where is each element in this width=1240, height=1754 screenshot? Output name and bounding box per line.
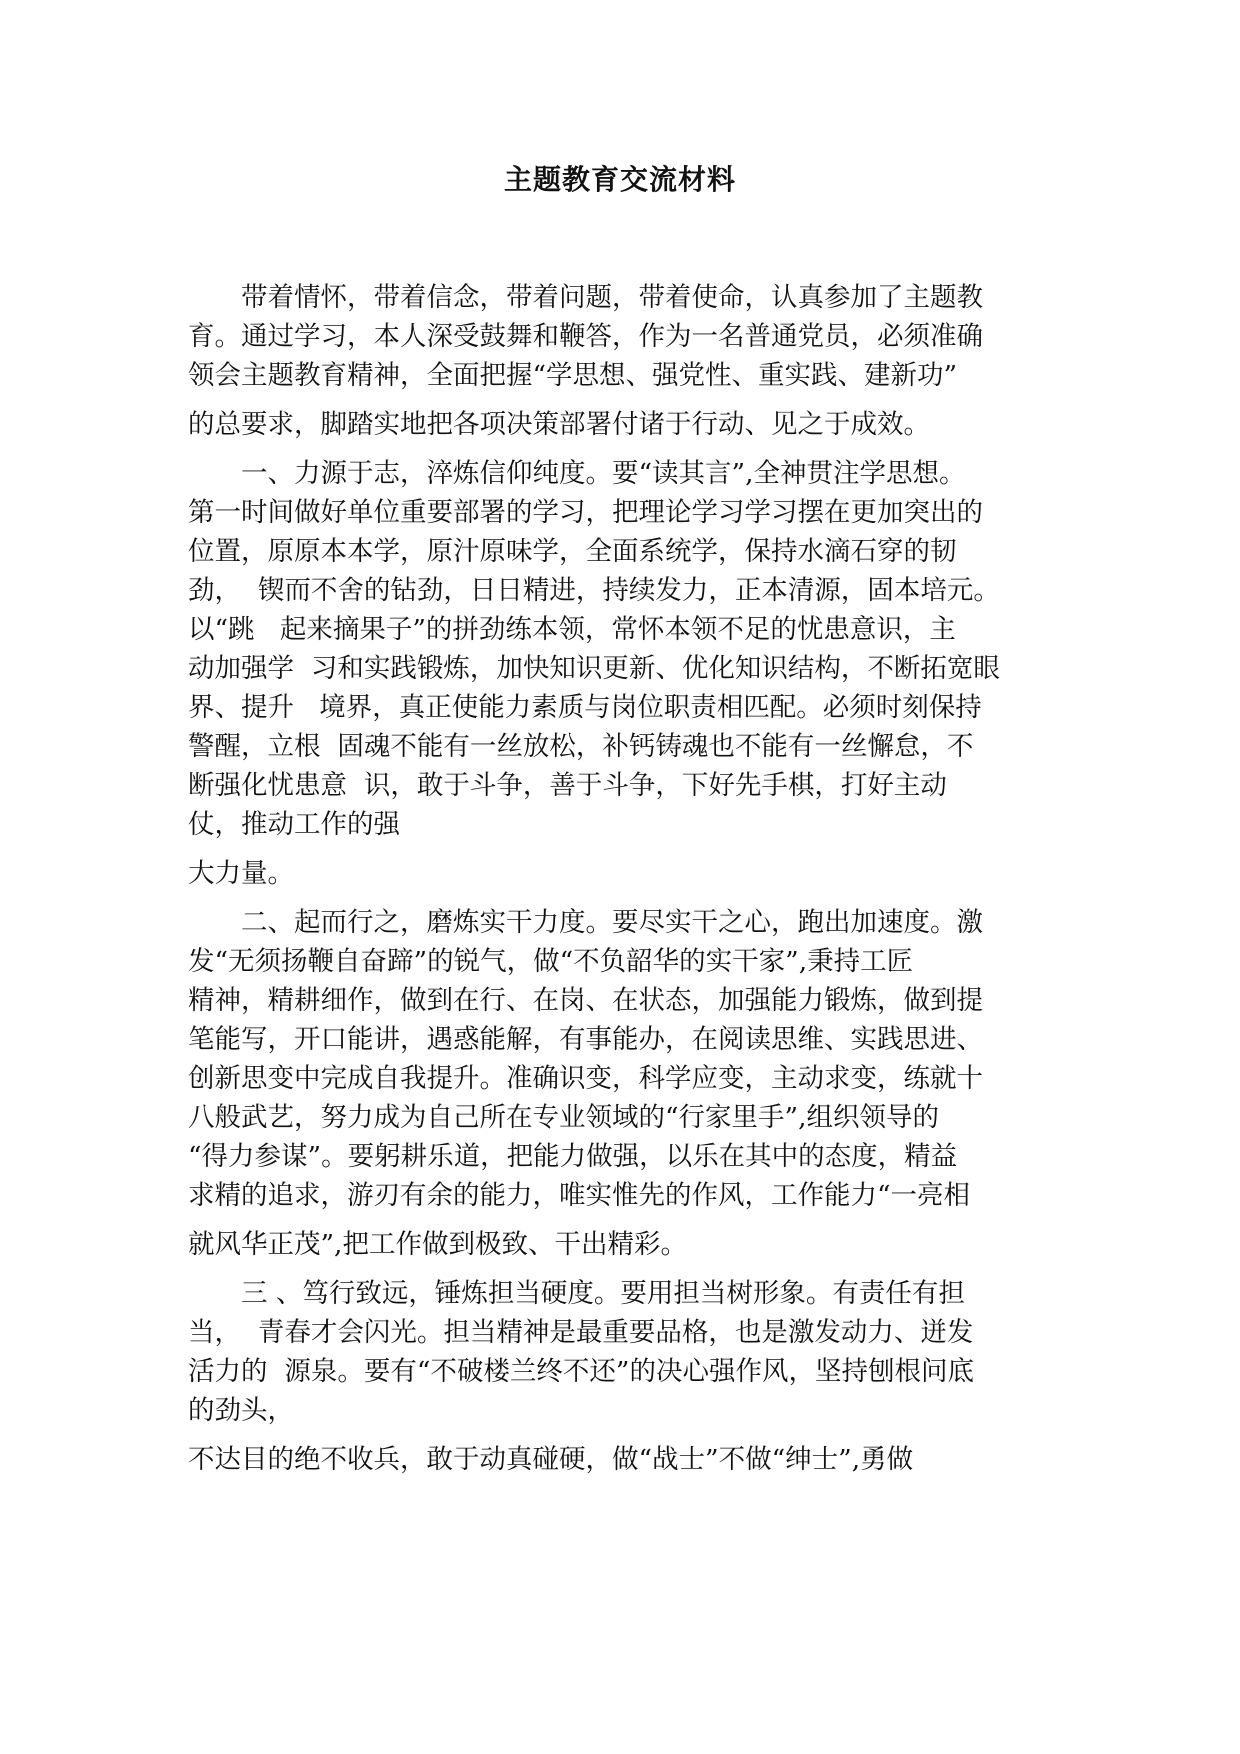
body-line: 发“无须扬鞭自奋蹄”的锐气，做“不负韶华的实干家”,秉持工匠	[188, 946, 914, 977]
body-line: 断强化忧患意 识，敢于斗争，善于斗争，下好先手棋，打好主动	[188, 770, 947, 801]
document-title: 主题教育交流材料	[503, 163, 736, 196]
body-line: 警醒，立根 固魂不能有一丝放松，补钙铸魂也不能有一丝懈怠，不	[188, 731, 974, 762]
body-line: 三 、笃行致远，锤炼担当硬度。要用担当树形象。有责任有担	[188, 1278, 965, 1309]
body-line: 仗，推动工作的强	[188, 809, 400, 840]
body-line: 以“跳 起来摘果子”的拼劲练本领，常怀本领不足的忧患意识，主	[188, 614, 956, 645]
body-line: 创新思变中完成自我提升。准确识变，科学应变，主动求变，练就十	[188, 1063, 983, 1094]
body-line: 八般武艺，努力成为自己所在专业领域的“行家里手”,组织领导的	[188, 1102, 940, 1133]
body-line: 笔能写，开口能讲，遇惑能解，有事能办，在阅读思维、实践思进、	[188, 1024, 983, 1055]
body-line: 一、力源于志，淬炼信仰纯度。要“读其言”,全神贯注学思想。	[188, 458, 966, 489]
body-line: 求精的追求，游刃有余的能力，唯实惟先的作风，工作能力“一亮相	[188, 1180, 971, 1211]
body-line: 第一时间做好单位重要部署的学习，把理论学习学习摆在更加突出的	[188, 497, 983, 528]
body-line: 当， 青春才会闪光。担当精神是最重要品格，也是激发动力、迸发	[188, 1317, 974, 1348]
body-line: 的总要求，脚踏实地把各项决策部署付诸于行动、见之于成效。	[188, 409, 930, 440]
body-line: 动加强学 习和实践锻炼，加快知识更新、优化知识结构，不断拓宽眼	[188, 653, 1000, 684]
body-line: 二、起而行之，磨炼实干力度。要尽实干之心，跑出加速度。激	[188, 907, 983, 938]
body-line: “得力参谋”。要躬耕乐道，把能力做强，以乐在其中的态度，精益	[188, 1141, 958, 1172]
body-line: 活力的 源泉。要有“不破楼兰终不还”的决心强作风，坚持刨根问底	[188, 1356, 974, 1387]
body-line: 带着情怀，带着信念，带着问题，带着使命，认真参加了主题教	[188, 282, 983, 313]
body-line: 位置，原原本本学，原汁原味学，全面系统学，保持水滴石穿的韧	[188, 536, 957, 567]
body-line: 精神，精耕细作，做到在行、在岗、在状态，加强能力锻炼，做到提	[188, 985, 983, 1016]
body-line: 的劲头，	[188, 1395, 294, 1426]
body-line: 劲， 锲而不舍的钻劲，日日精进，持续发力，正本清源，固本培元。	[188, 575, 1000, 606]
body-line: 育。通过学习，本人深受鼓舞和鞭答，作为一名普通党员，必须准确	[188, 321, 983, 352]
body-line: 领会主题教育精神，全面把握“学思想、强党性、重实践、建新功”	[188, 360, 958, 391]
body-line: 不达目的绝不收兵，敢于动真碰硬，做“战士”不做“绅士”,勇做	[188, 1444, 914, 1475]
body-line: 就风华正茂”,把工作做到极致、干出精彩。	[188, 1229, 687, 1260]
body-line: 大力量。	[188, 858, 294, 889]
body-line: 界、提升 境界，真正使能力素质与岗位职责相匹配。必须时刻保持	[188, 692, 982, 723]
